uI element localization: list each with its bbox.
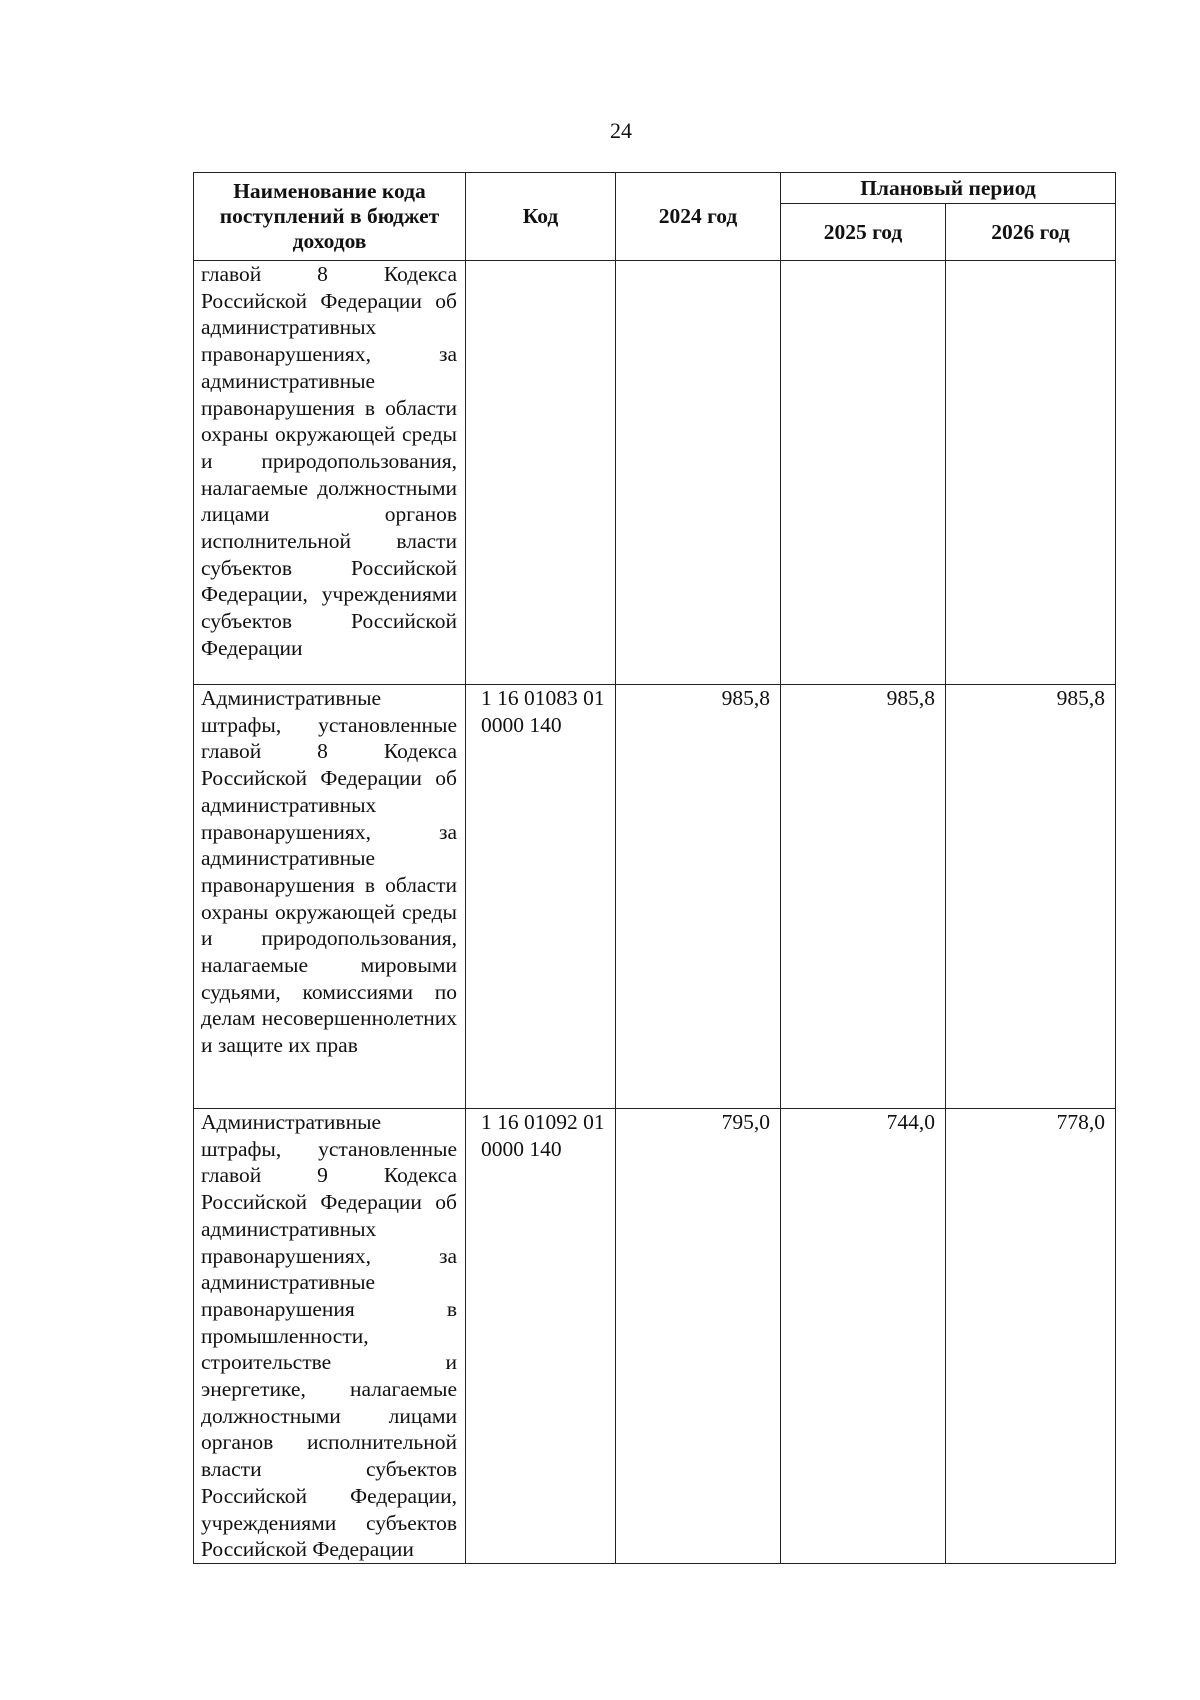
row-value-2024 xyxy=(616,261,781,685)
row-value-2025: 744,0 xyxy=(781,1109,946,1564)
row-value-2026 xyxy=(946,261,1116,685)
row-code: 1 16 01092 01 0000 140 xyxy=(466,1109,616,1564)
row-name: Административные штрафы, установленные главой 8 Кодекса Российской Федерации об административных правонарушениях, за административные правонарушения в области охраны окружающей среды и природопользования, налагаемые мировыми судьями, комиссиями по делам несовершеннолетних и защите их прав xyxy=(194,685,466,1109)
row-value-2025: 985,8 xyxy=(781,685,946,1109)
table-row xyxy=(194,1109,1116,1564)
row-value-2026: 985,8 xyxy=(946,685,1116,1109)
row-value-2025 xyxy=(781,261,946,685)
table-row xyxy=(194,685,1116,1109)
page-number: 24 xyxy=(610,118,632,143)
table-header xyxy=(194,173,1116,261)
header-name: Наименование кода поступлений в бюджет доходов xyxy=(194,173,466,261)
header-2026: 2026 год xyxy=(946,204,1116,261)
row-value-2024: 795,0 xyxy=(616,1109,781,1564)
row-value-2026: 778,0 xyxy=(946,1109,1116,1564)
header-code: Код xyxy=(466,173,616,261)
header-planning-period: Плановый период xyxy=(781,173,1116,204)
header-2024: 2024 год xyxy=(616,173,781,261)
row-value-2024: 985,8 xyxy=(616,685,781,1109)
row-name: Административные штрафы, установленные главой 9 Кодекса Российской Федерации об административных правонарушениях, за административные правонарушения в промышленности, строительстве и энергетике, налагаемые должностными лицами органов исполнительной власти субъектов Российской Федерации, учреждениями субъектов Российской Федерации xyxy=(194,1109,466,1564)
row-name: главой 8 Кодекса Российской Федерации об административных правонарушениях, за административные правонарушения в области охраны окружающей среды и природопользования, налагаемые должностными лицами органов исполнительной власти субъектов Российской Федерации, учреждениями субъектов Российской Федерации xyxy=(194,261,466,685)
table-row xyxy=(194,261,1116,685)
budget-revenue-table xyxy=(193,172,1116,1564)
header-2025: 2025 год xyxy=(781,204,946,261)
row-code: 1 16 01083 01 0000 140 xyxy=(466,685,616,1109)
row-code xyxy=(466,261,616,685)
